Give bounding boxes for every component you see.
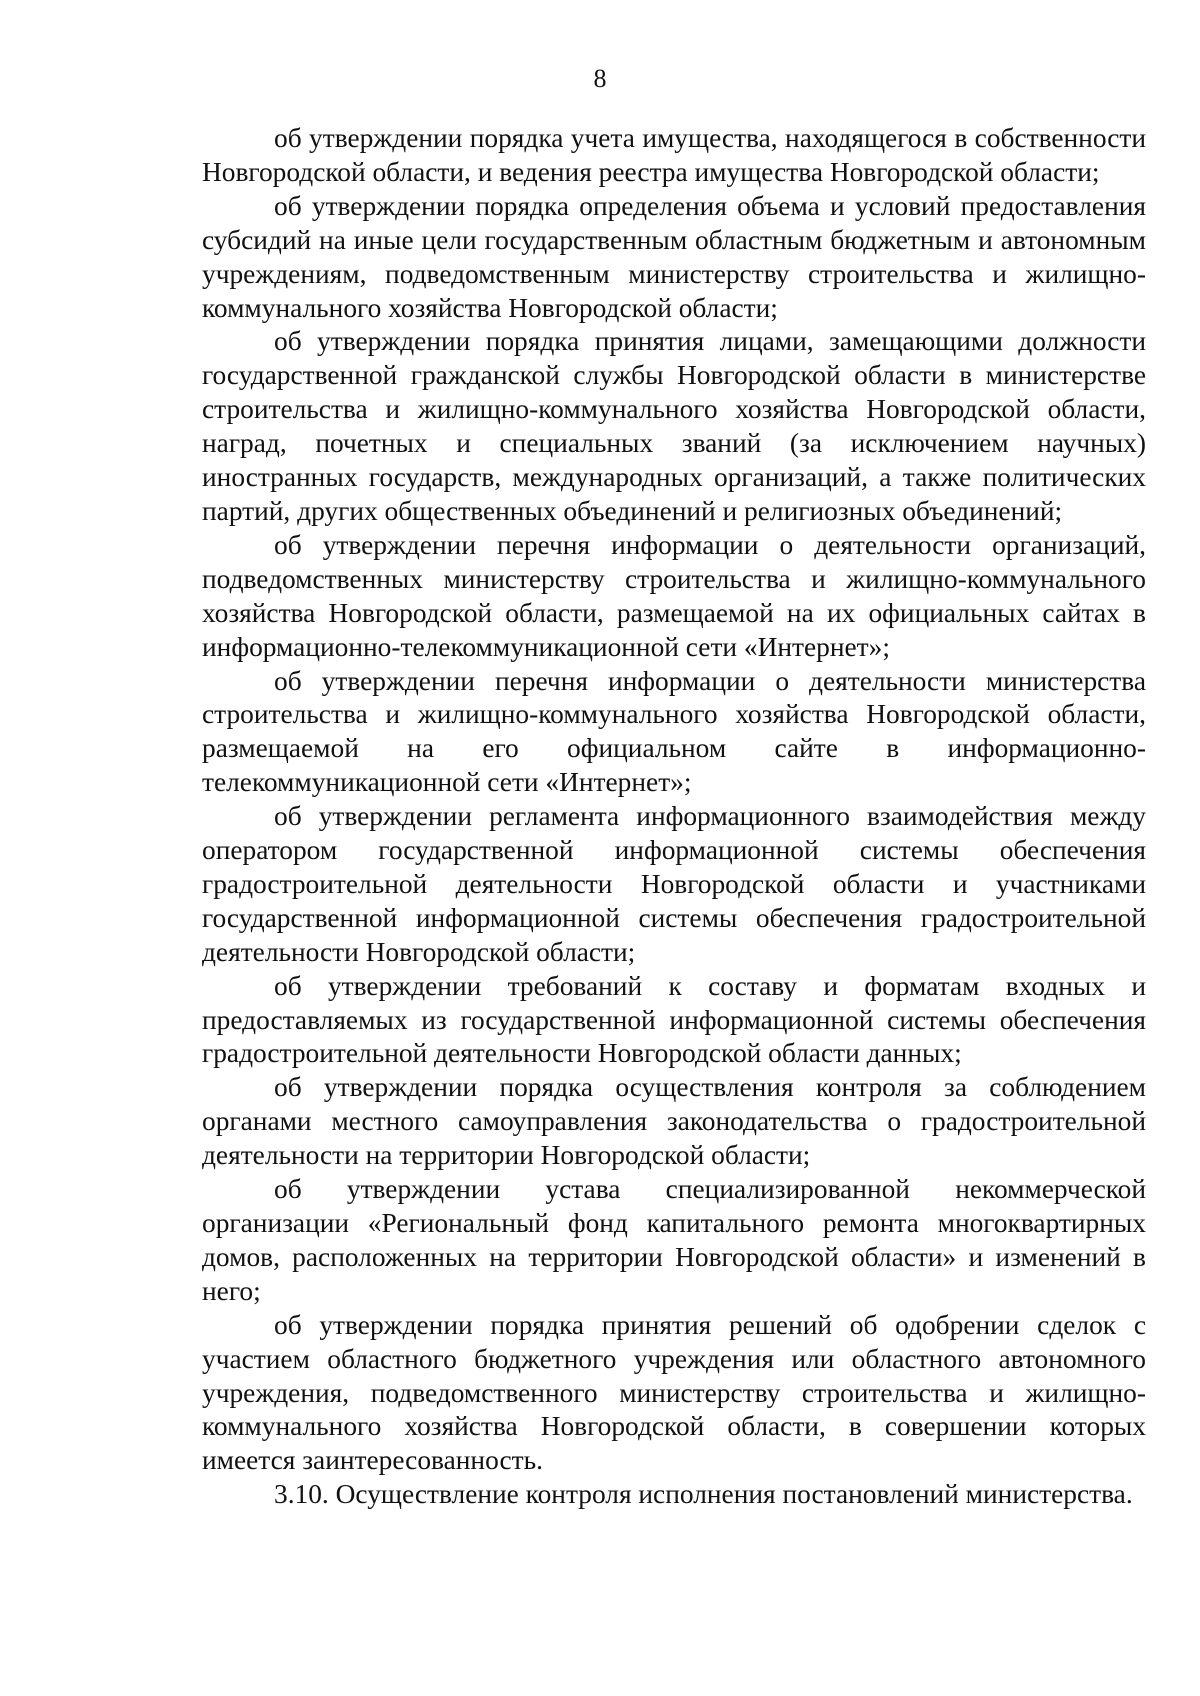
section-item: 3.10. Осуществление контроля исполнения постановлений министерства. [274, 1479, 1133, 1510]
document-body [202, 122, 1146, 1512]
paragraph: об утверждении требований к составу и форматам входных и предоставляемых из государственной информационной системы обеспечения градостроительной деятельности Новгородской области данных; [202, 970, 1146, 1069]
paragraph: об утверждении порядка учета имущества, находящегося в собственности Новгородской области, и ведения реестра имущества Новгородской области; [202, 123, 1146, 187]
paragraph: об утверждении порядка принятия лицами, замещающими должности государственной гражданской службы Новгородской области в министерстве строительства и жилищно-коммунального хозяйства Новгородской области, наград, почетных и специальных званий (за исключением научных) иностранных государств, международных организаций, а также политических партий, других общественных объединений и религиозных объединений; [202, 326, 1146, 526]
page-number: 8 [593, 64, 607, 93]
paragraph: об утверждении порядка осуществления контроля за соблюдением органами местного самоуправления законодательства о градостроительной деятельности на территории Новгородской области; [202, 1072, 1146, 1171]
paragraph: об утверждении порядка принятия решений об одобрении сделок с участием областного бюджетного учреждения или областного автономного учреждения, подведомственного министерству строительства и жилищно-коммунального хозяйства Новгородской области, в совершении которых имеется заинтересованность. [202, 1309, 1146, 1476]
paragraph: об утверждении порядка определения объема и условий предоставления субсидий на иные цели государственным областным бюджетным и автономным учреждениям, подведомственным министерству строительства и жилищно-коммунального хозяйства Новгородской области; [202, 190, 1146, 323]
paragraph: об утверждении перечня информации о деятельности министерства строительства и жилищно-коммунального хозяйства Новгородской области, размещаемой на его официальном сайте в информационно-телекоммуникационной сети «Интернет»; [202, 665, 1146, 798]
paragraph: об утверждении перечня информации о деятельности организаций, подведомственных министерству строительства и жилищно-коммунального хозяйства Новгородской области, размещаемой на их официальных сайтах в информационно-телекоммуникационной сети «Интернет»; [202, 529, 1146, 662]
paragraph: об утверждении регламента информационного взаимодействия между оператором государственной информационной системы обеспечения градостроительной деятельности Новгородской области и участниками государственной информационной системы обеспечения градостроительной деятельности Новгородской области; [202, 801, 1146, 967]
paragraph: об утверждении устава специализированной некоммерческой организации «Региональный фонд капитального ремонта многоквартирных домов, расположенных на территории Новгородской области» и изменений в него; [202, 1174, 1146, 1306]
